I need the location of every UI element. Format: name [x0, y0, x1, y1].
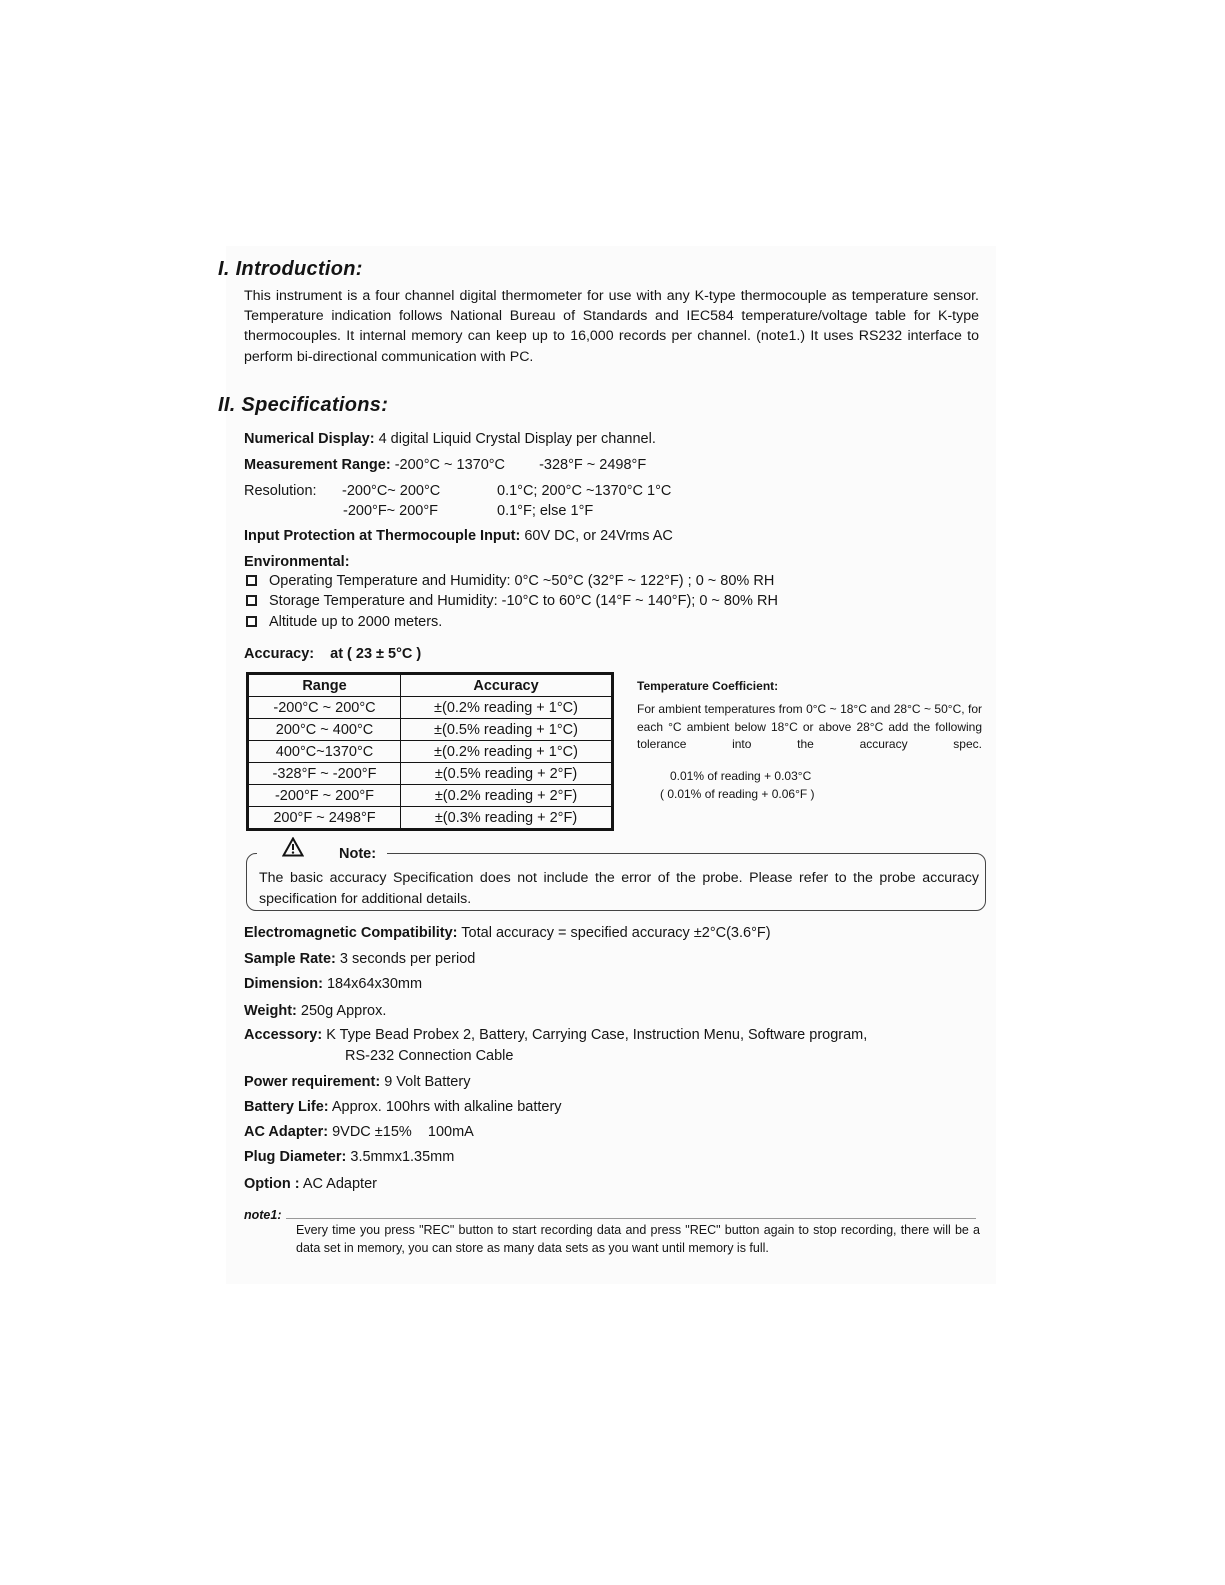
manual-page [218, 246, 996, 1284]
checkbox-icon [246, 575, 257, 586]
table-cell-range: 200°C ~ 400°C [248, 719, 401, 741]
table-header-range: Range [248, 674, 401, 697]
note-box [246, 846, 986, 911]
temp-coefficient-title: Temperature Coefficient: [637, 679, 779, 693]
option: Option : AC Adapter [244, 1176, 377, 1192]
table-cell-accuracy: ±(0.5% reading + 1°C) [401, 719, 613, 741]
dimension: Dimension: 184x64x30mm [244, 976, 423, 992]
accuracy-table [246, 672, 614, 831]
table-row [248, 697, 613, 719]
temp-coefficient-line1: 0.01% of reading + 0.03°C [670, 769, 812, 783]
battery-life: Battery Life: Approx. 100hrs with alkaline battery [244, 1099, 562, 1115]
environmental-label: Environmental: [244, 554, 350, 570]
note1-label: note1: [244, 1208, 282, 1222]
weight: Weight: 250g Approx. [244, 1003, 387, 1019]
table-row [248, 785, 613, 807]
table-cell-range: -200°C ~ 200°C [248, 697, 401, 719]
environmental-item: Storage Temperature and Humidity: -10°C to 60°C (14°F ~ 140°F); 0 ~ 80% RH [246, 593, 778, 609]
note-title: Note: [339, 846, 377, 862]
warning-icon [282, 837, 304, 857]
note1-text: Every time you press "REC" button to start recording data and press "REC" button again to stop recording, there will be a data set in memory, you can store as many data sets as you want until memory is full. [296, 1223, 980, 1255]
table-row [248, 763, 613, 785]
table-cell-range: 200°F ~ 2498°F [248, 807, 401, 830]
resolution-value-f: 0.1°F; else 1°F [497, 503, 594, 519]
ac-adapter: AC Adapter: 9VDC ±15% 100mA [244, 1124, 474, 1140]
table-cell-range: -200°F ~ 200°F [248, 785, 401, 807]
note1-divider [286, 1218, 976, 1219]
plug-diameter: Plug Diameter: 3.5mmx1.35mm [244, 1149, 455, 1165]
intro-heading: I. Introduction: [218, 258, 363, 280]
table-cell-range: 400°C~1370°C [248, 741, 401, 763]
table-row [248, 719, 613, 741]
resolution-label: Resolution: [244, 483, 317, 499]
accuracy-heading: Accuracy: at ( 23 ± 5°C ) [244, 646, 422, 662]
note-text: The basic accuracy Specification does not include the error of the probe. Please refer to the probe accuracy specification for additional details. [259, 870, 979, 907]
intro-text: This instrument is a four channel digital thermometer for use with any K-type thermocouple as temperature sensor. Temperature indication follows National Bureau of Standards and IEC584 temperature/voltage table for K-type thermocouples. It internal memory can keep up to 16,000 records per channel. (note1.) It uses RS232 interface to perform bi-directional communication with PC. [244, 288, 979, 365]
checkbox-icon [246, 595, 257, 606]
table-cell-accuracy: ±(0.5% reading + 2°F) [401, 763, 613, 785]
resolution-range-c: -200°C~ 200°C [342, 483, 441, 499]
temp-coefficient-line2: ( 0.01% of reading + 0.06°F ) [660, 787, 815, 801]
table-cell-range: -328°F ~ -200°F [248, 763, 401, 785]
table-cell-accuracy: ±(0.3% reading + 2°F) [401, 807, 613, 830]
sample-rate: Sample Rate: 3 seconds per period [244, 951, 476, 967]
resolution-range-f: -200°F~ 200°F [343, 503, 439, 519]
table-cell-accuracy: ±(0.2% reading + 1°C) [401, 741, 613, 763]
measurement-range: Measurement Range: -200°C ~ 1370°C -328°F ~ 2498°F [244, 457, 647, 473]
numerical-display: Numerical Display: 4 digital Liquid Crystal Display per channel. [244, 431, 656, 447]
table-header-accuracy: Accuracy [401, 674, 613, 697]
environmental-item: Operating Temperature and Humidity: 0°C ~50°C (32°F ~ 122°F) ; 0 ~ 80% RH [246, 573, 774, 589]
environmental-item: Altitude up to 2000 meters. [246, 614, 442, 630]
emc: Electromagnetic Compatibility: Total accuracy = specified accuracy ±2°C(3.6°F) [244, 925, 771, 941]
table-cell-accuracy: ±(0.2% reading + 1°C) [401, 697, 613, 719]
checkbox-icon [246, 616, 257, 627]
accessory: Accessory: K Type Bead Probex 2, Battery, Carrying Case, Instruction Menu, Software program, [244, 1027, 868, 1043]
table-row [248, 741, 613, 763]
temp-coefficient-text: For ambient temperatures from 0°C ~ 18°C and 28°C ~ 50°C, for each °C ambient below 18°C or above 28°C add the following tolerance into the accuracy spec. [637, 702, 982, 751]
table-row [248, 807, 613, 830]
table-header-row [248, 674, 613, 697]
accessory-line2: RS-232 Connection Cable [345, 1048, 514, 1064]
resolution-value-c: 0.1°C; 200°C ~1370°C 1°C [497, 483, 672, 499]
input-protection: Input Protection at Thermocouple Input: 60V DC, or 24Vrms AC [244, 528, 673, 544]
power-requirement: Power requirement: 9 Volt Battery [244, 1074, 471, 1090]
table-cell-accuracy: ±(0.2% reading + 2°F) [401, 785, 613, 807]
specs-heading: II. Specifications: [218, 394, 389, 416]
